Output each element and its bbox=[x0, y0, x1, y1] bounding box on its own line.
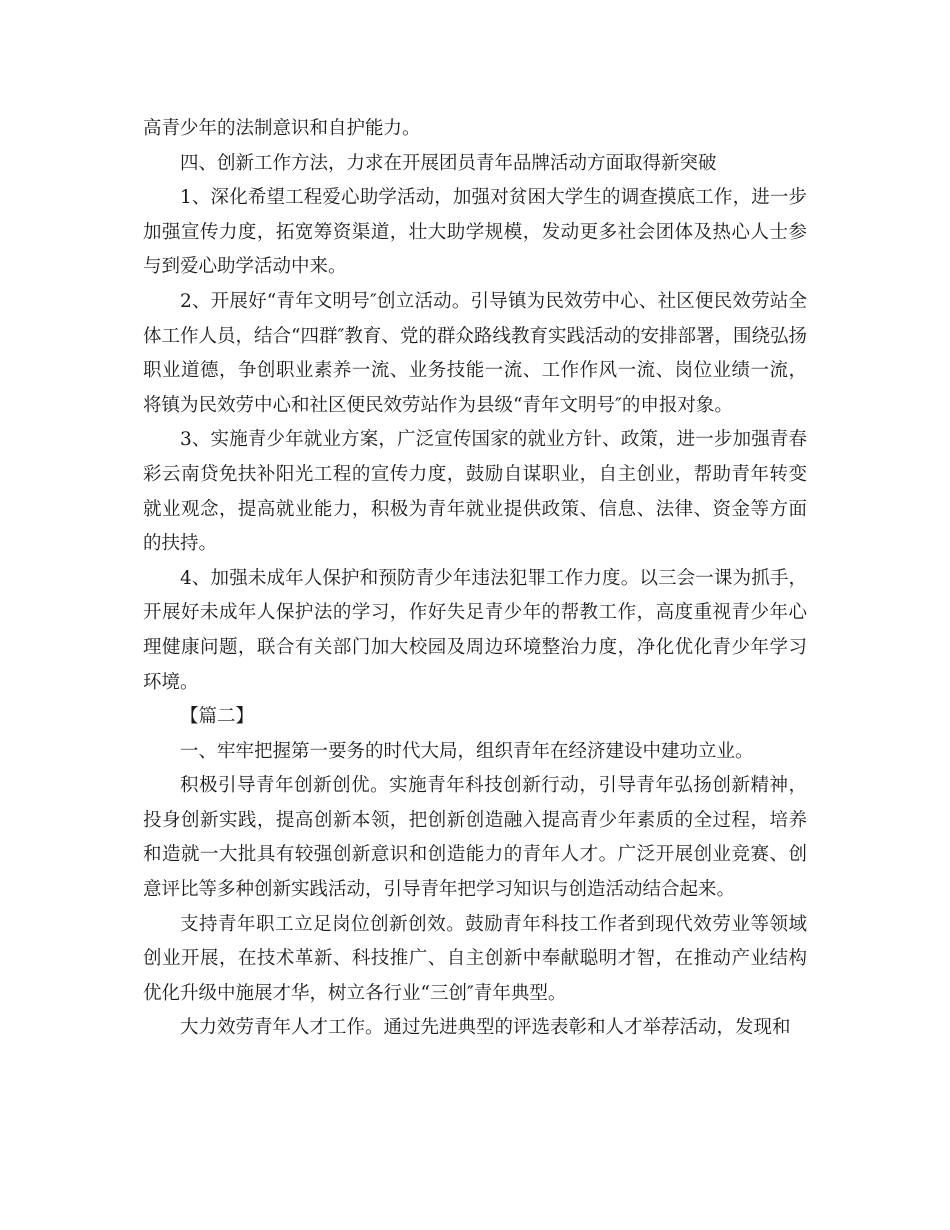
paragraph: 4、加强未成年人保护和预防青少年违法犯罪工作力度。以三会一课为抓手，开展好未成年人保护法的学习，作好失足青少年的帮教工作，高度重视青少年心理健康问题，联合有关部门加大校园及周边环境整治力度，净化优化青少年学习环境。 bbox=[143, 567, 807, 693]
paragraph: 大力效劳青年人才工作。通过先进典型的评选表彰和人才举荐活动，发现和 bbox=[180, 1017, 791, 1039]
paragraph: 支持青年职工立足岗位创新创效。鼓励青年科技工作者到现代效劳业等领域创业开展，在技术革新、科技推广、自主创新中奉献聪明才智，在推动产业结构优化升级中施展才华，树立各行业“三创″青年典型。 bbox=[143, 913, 807, 1004]
part-title: 【篇二】 bbox=[180, 706, 255, 728]
paragraph: 高青少年的法制意识和自护能力。 bbox=[143, 118, 421, 139]
section-heading: 一、牢牢把握第一要务的时代大局，组织青年在经济建设中建功立业。 bbox=[180, 740, 754, 762]
paragraph: 1、深化希望工程爱心助学活动，加强对贫困大学生的调查摸底工作，进一步加强宣传力度，拓宽筹资渠道，壮大助学规模，发动更多社会团体及热心人士参与到爱心助学活动中来。 bbox=[143, 187, 807, 278]
document-body bbox=[143, 112, 807, 1046]
section-heading: 四、创新工作方法，力求在开展团员青年品牌活动方面取得新突破 bbox=[180, 152, 717, 174]
paragraph: 积极引导青年创新创优。实施青年科技创新行动，引导青年弘扬创新精神，投身创新实践，提高创新本领，把创新创造融入提高青少年素质的全过程，培养和造就一大批具有较强创新意识和创造能力的青年人才。广泛开展创业竞赛、创意评比等多种创新实践活动，引导青年把学习知识与创造活动结合起来。 bbox=[143, 775, 807, 901]
paragraph: 3、实施青少年就业方案，广泛宣传国家的就业方针、政策，进一步加强青春彩云南贷免扶补阳光工程的宣传力度，鼓励自谋职业，自主创业，帮助青年转变就业观念，提高就业能力，积极为青年就业提供政策、信息、法律、资金等方面的扶持。 bbox=[143, 429, 807, 555]
paragraph: 2、开展好“青年文明号″创立活动。引导镇为民效劳中心、社区便民效劳站全体工作人员，结合“四群″教育、党的群众路线教育实践活动的安排部署，围绕弘扬职业道德，争创职业素养一流、业务技能一流、工作作风一流、岗位业绩一流，将镇为民效劳中心和社区便民效劳站作为县级“青年文明号″的申报对象。 bbox=[143, 290, 807, 416]
